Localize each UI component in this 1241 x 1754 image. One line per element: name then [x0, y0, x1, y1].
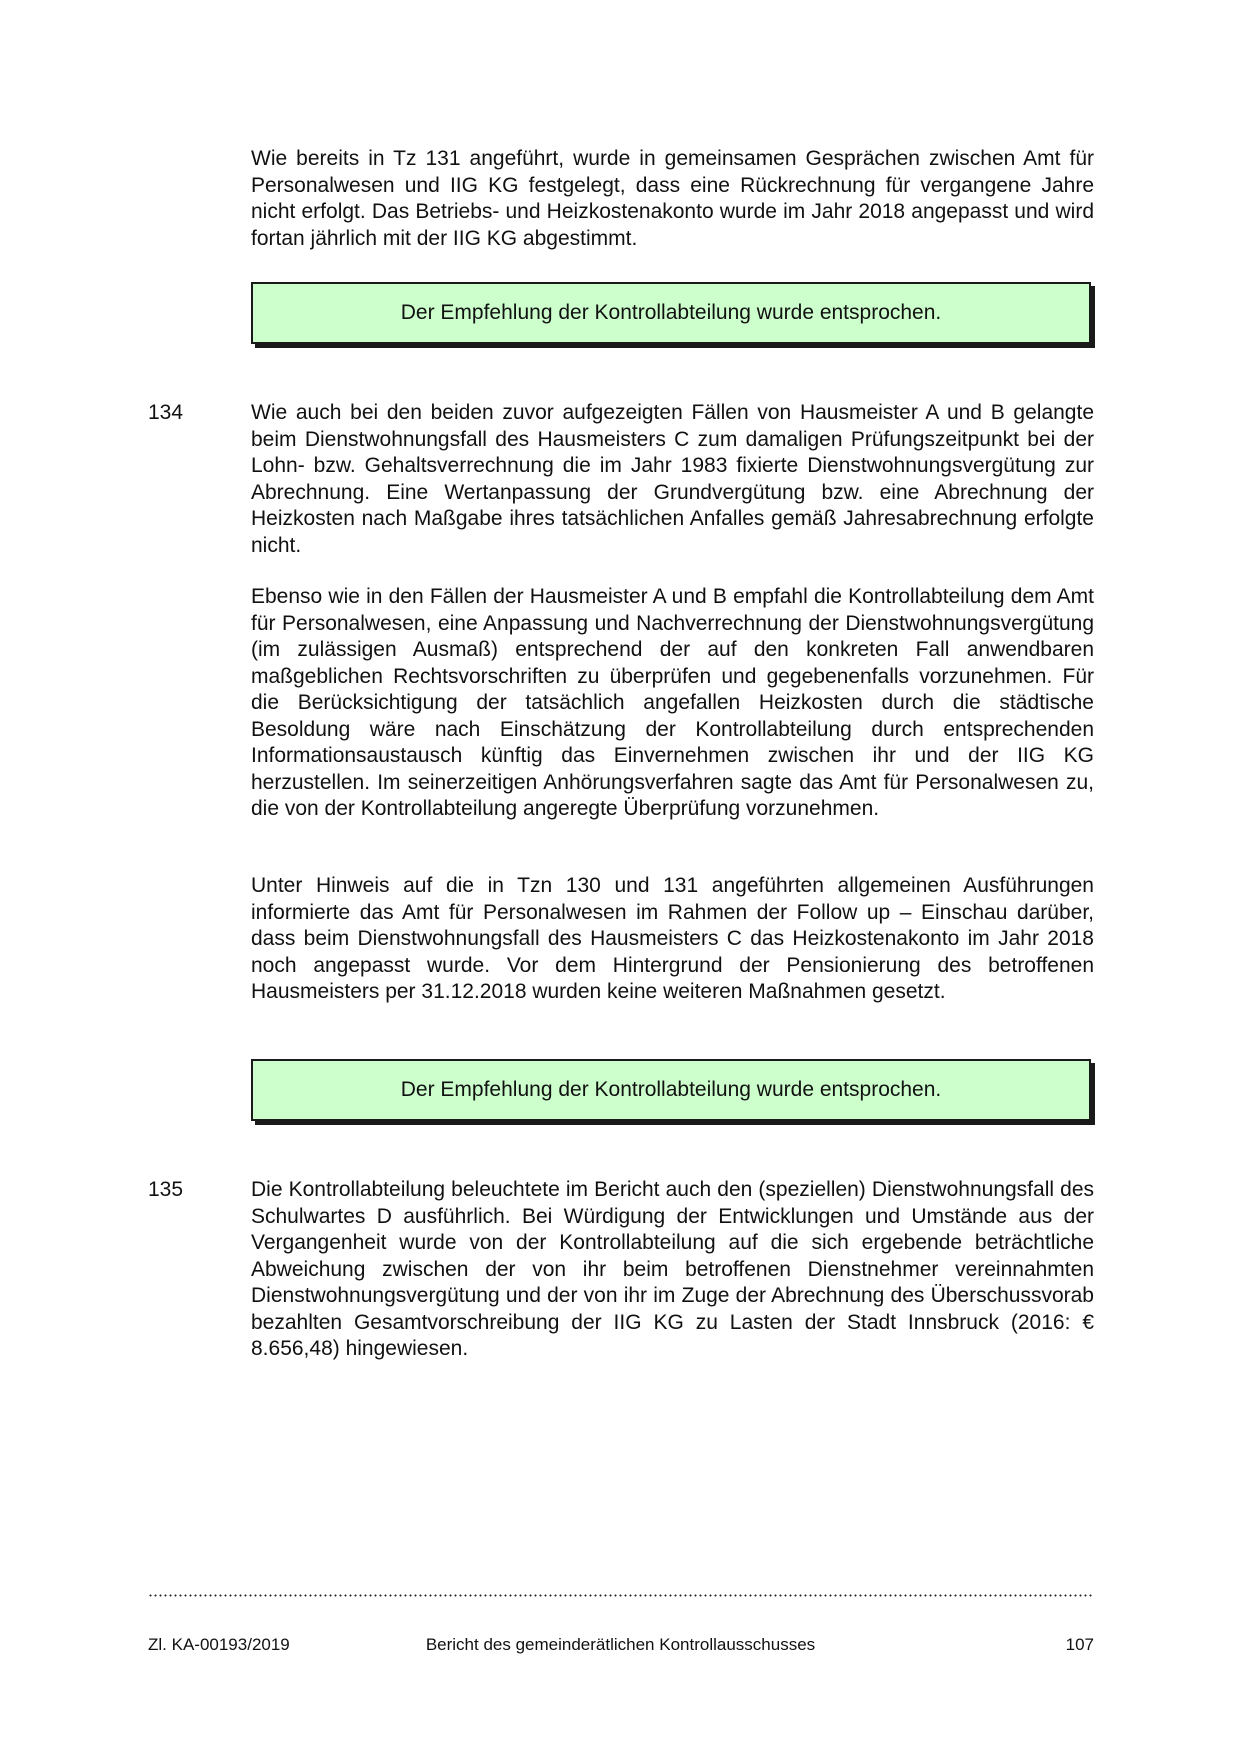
recommendation-text: Der Empfehlung der Kontrollabteilung wurde entsprochen. [400, 301, 942, 324]
intro-paragraph: Wie bereits in Tz 131 angeführt, wurde in gemeinsamen Gesprächen zwischen Amt für Personalwesen und IIG KG festgelegt, dass eine Rückrechnung für vergangene Jahre nicht erfolgt. Das Betriebs- und Heizkostenakonto wurde im Jahr 2018 angepasst und wird fortan jährlich mit der IIG KG abgestimmt. [251, 147, 1094, 250]
recommendation-box [251, 282, 1091, 344]
section-number: 134 [148, 401, 184, 424]
footer-divider [148, 1594, 1094, 1597]
section-134-paragraph-1: Wie auch bei den beiden zuvor aufgezeigten Fällen von Hausmeister A und B gelangte beim Dienstwohnungsfall des Hausmeisters C zum damaligen Prüfungszeitpunkt bei der Lohn- bzw. Gehaltsverrechnung die im Jahr 1983 fixierte Dienstwohnungsvergütung zur Abrechnung. Eine Wertanpassung der Grundvergütung bzw. eine Abrechnung der Heizkosten nach Maßgabe ihres tatsächlichen Anfalles gemäß Jahresabrechnung erfolgte nicht. [251, 401, 1094, 557]
footer-title: Bericht des gemeinderätlichen Kontrollausschusses [425, 1635, 816, 1654]
section-134-paragraph-3: Unter Hinweis auf die in Tzn 130 und 131 angeführten allgemeinen Ausführungen informierte das Amt für Personalwesen im Rahmen der Follow up – Einschau darüber, dass beim Dienstwohnungsfall des Hausmeisters C das Heizkostenakonto im Jahr 2018 noch angepasst wurde. Vor dem Hintergrund der Pensionierung des betroffenen Hausmeisters per 31.12.2018 wurden keine weiteren Maßnahmen gesetzt. [251, 874, 1094, 1003]
footer-reference: Zl. KA-00193/2019 [148, 1635, 290, 1654]
page-number: 107 [1065, 1635, 1094, 1654]
section-number: 135 [148, 1178, 184, 1201]
section-134-paragraph-2: Ebenso wie in den Fällen der Hausmeister A und B empfahl die Kontrollabteilung dem Amt für Personalwesen, eine Anpassung und Nachverrechnung der Dienstwohnungsvergütung (im zulässigen Ausmaß) entsprechend der auf den konkreten Fall anwendbaren maßgeblichen Rechtsvorschriften zu überprüfen und gegebenenfalls vorzunehmen. Für die Berücksichtigung der tatsächlich angefallen Heizkosten durch die städtische Besoldung wäre nach Einschätzung der Kontrollabteilung durch entsprechenden Informationsaustausch künftig das Einvernehmen zwischen ihr und der IIG KG herzustellen. Im seinerzeitigen Anhörungsverfahren sagte das Amt für Personalwesen zu, die von der Kontrollabteilung angeregte Überprüfung vorzunehmen. [251, 585, 1094, 820]
recommendation-text: Der Empfehlung der Kontrollabteilung wurde entsprochen. [400, 1078, 942, 1101]
section-135-paragraph: Die Kontrollabteilung beleuchtete im Bericht auch den (speziellen) Dienstwohnungsfall des Schulwartes D ausführlich. Bei Würdigung der Entwicklungen und Umstände aus der Vergangenheit wurde von der Kontrollabteilung auf die sich ergebende beträchtliche Abweichung zwischen der von ihr beim betroffenen Dienstnehmer vereinnahmten Dienstwohnungsvergütung und der von ihr im Zuge der Abrechnung des Überschussvorab bezahlten Gesamtvorschreibung der IIG KG zu Lasten der Stadt Innsbruck (2016: € 8.656,48) hingewiesen. [251, 1178, 1094, 1360]
recommendation-box [251, 1059, 1091, 1121]
